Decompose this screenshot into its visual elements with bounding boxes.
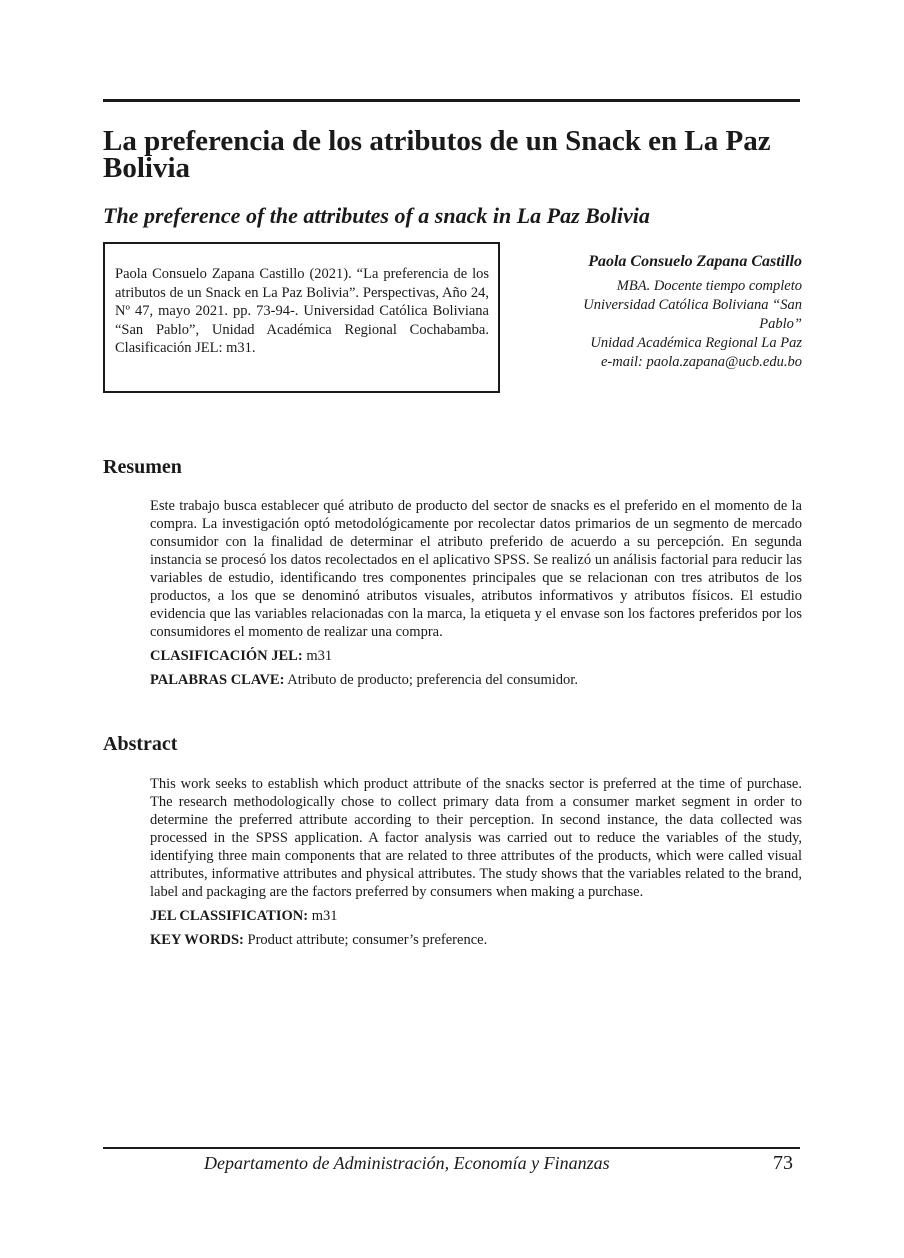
author-role: MBA. Docente tiempo completo <box>616 278 802 294</box>
abstract-section <box>150 775 802 949</box>
resumen-jel-label: CLASIFICACIÓN JEL: <box>150 648 303 664</box>
abstract-jel-label: JEL CLASSIFICATION: <box>150 908 309 924</box>
abstract-jel <box>150 907 802 925</box>
top-rule <box>103 99 800 102</box>
resumen-jel-value: m31 <box>302 648 333 664</box>
author-block <box>540 252 802 372</box>
abstract-keywords-label: KEY WORDS: <box>150 932 244 948</box>
page-number: 73 <box>773 1152 793 1174</box>
author-university: Universidad Católica Boliviana “San Pablo” <box>583 297 802 332</box>
article-title: La preferencia de los atributos de un Snack en La Paz Bolivia <box>103 125 771 184</box>
resumen-heading: Resumen <box>103 456 182 478</box>
abstract-keywords-value: Product attribute; consumer’s preference. <box>243 932 488 948</box>
abstract-keywords <box>150 931 802 949</box>
resumen-section <box>150 497 802 689</box>
author-unit: Unidad Académica Regional La Paz <box>590 335 802 351</box>
abstract-heading: Abstract <box>103 733 178 755</box>
resumen-keywords <box>150 671 802 689</box>
author-name: Paola Consuelo Zapana Castillo <box>588 253 802 270</box>
footer-department: Departamento de Administración, Economía y Finanzas <box>204 1153 610 1173</box>
resumen-body: Este trabajo busca establecer qué atributo de producto del sector de snacks es el preferido en el momento de la compra. La investigación optó metodológicamente por recolectar datos primarios de un segmento de mercado consumidor con la finalidad de determinar el atributo preferido de acuerdo a su percepción. En segunda instancia se procesó los datos recolectados en el aplicativo SPSS. Se realizó un análisis factorial para reducir las variables de estudio, identificando tres componentes principales que se relacionan con tres atributos de los productos, a los que se denominó atributos visuales, atributos informativos y atributos físicos. El estudio evidencia que las variables relacionadas con la marca, la etiqueta y el envase son los factores preferidos por los consumidores el momento de realizar una compra. <box>150 498 802 640</box>
abstract-jel-value: m31 <box>308 908 338 924</box>
abstract-body: This work seeks to establish which product attribute of the snacks sector is preferred at the time of purchase. The research methodologically chose to collect primary data from a consumer market segment in order to determine the preferred attribute according to their perception. In second instance, the data collected was processed in the SPSS application. A factor analysis was carried out to reduce the variables of the study, identifying three main components that are related to three attributes of the products, which were called visual attributes, informative attributes and physical attributes. The study shows that the variables related to the brand, label and packaging are the factors preferred by consumers when making a purchase. <box>150 776 802 900</box>
resumen-keywords-value: Atributo de producto; preferencia del consumidor. <box>284 672 578 688</box>
author-email: e-mail: paola.zapana@ucb.edu.bo <box>600 354 802 370</box>
citation-box <box>103 242 500 393</box>
footer-rule <box>103 1147 800 1149</box>
citation-text: Paola Consuelo Zapana Castillo (2021). “La preferencia de los atributos de un Snack en La Paz Bolivia”. Perspectivas, Año 24, Nº 47, mayo 2021. pp. 73-94-. Universidad Católica Boliviana “San Pablo”, Unidad Académica Regional Cochabamba. Clasificación JEL: m31. <box>115 266 489 356</box>
resumen-jel <box>150 647 802 665</box>
article-subtitle: The preference of the attributes of a snack in La Paz Bolivia <box>103 203 650 228</box>
resumen-keywords-label: PALABRAS CLAVE: <box>150 672 285 688</box>
